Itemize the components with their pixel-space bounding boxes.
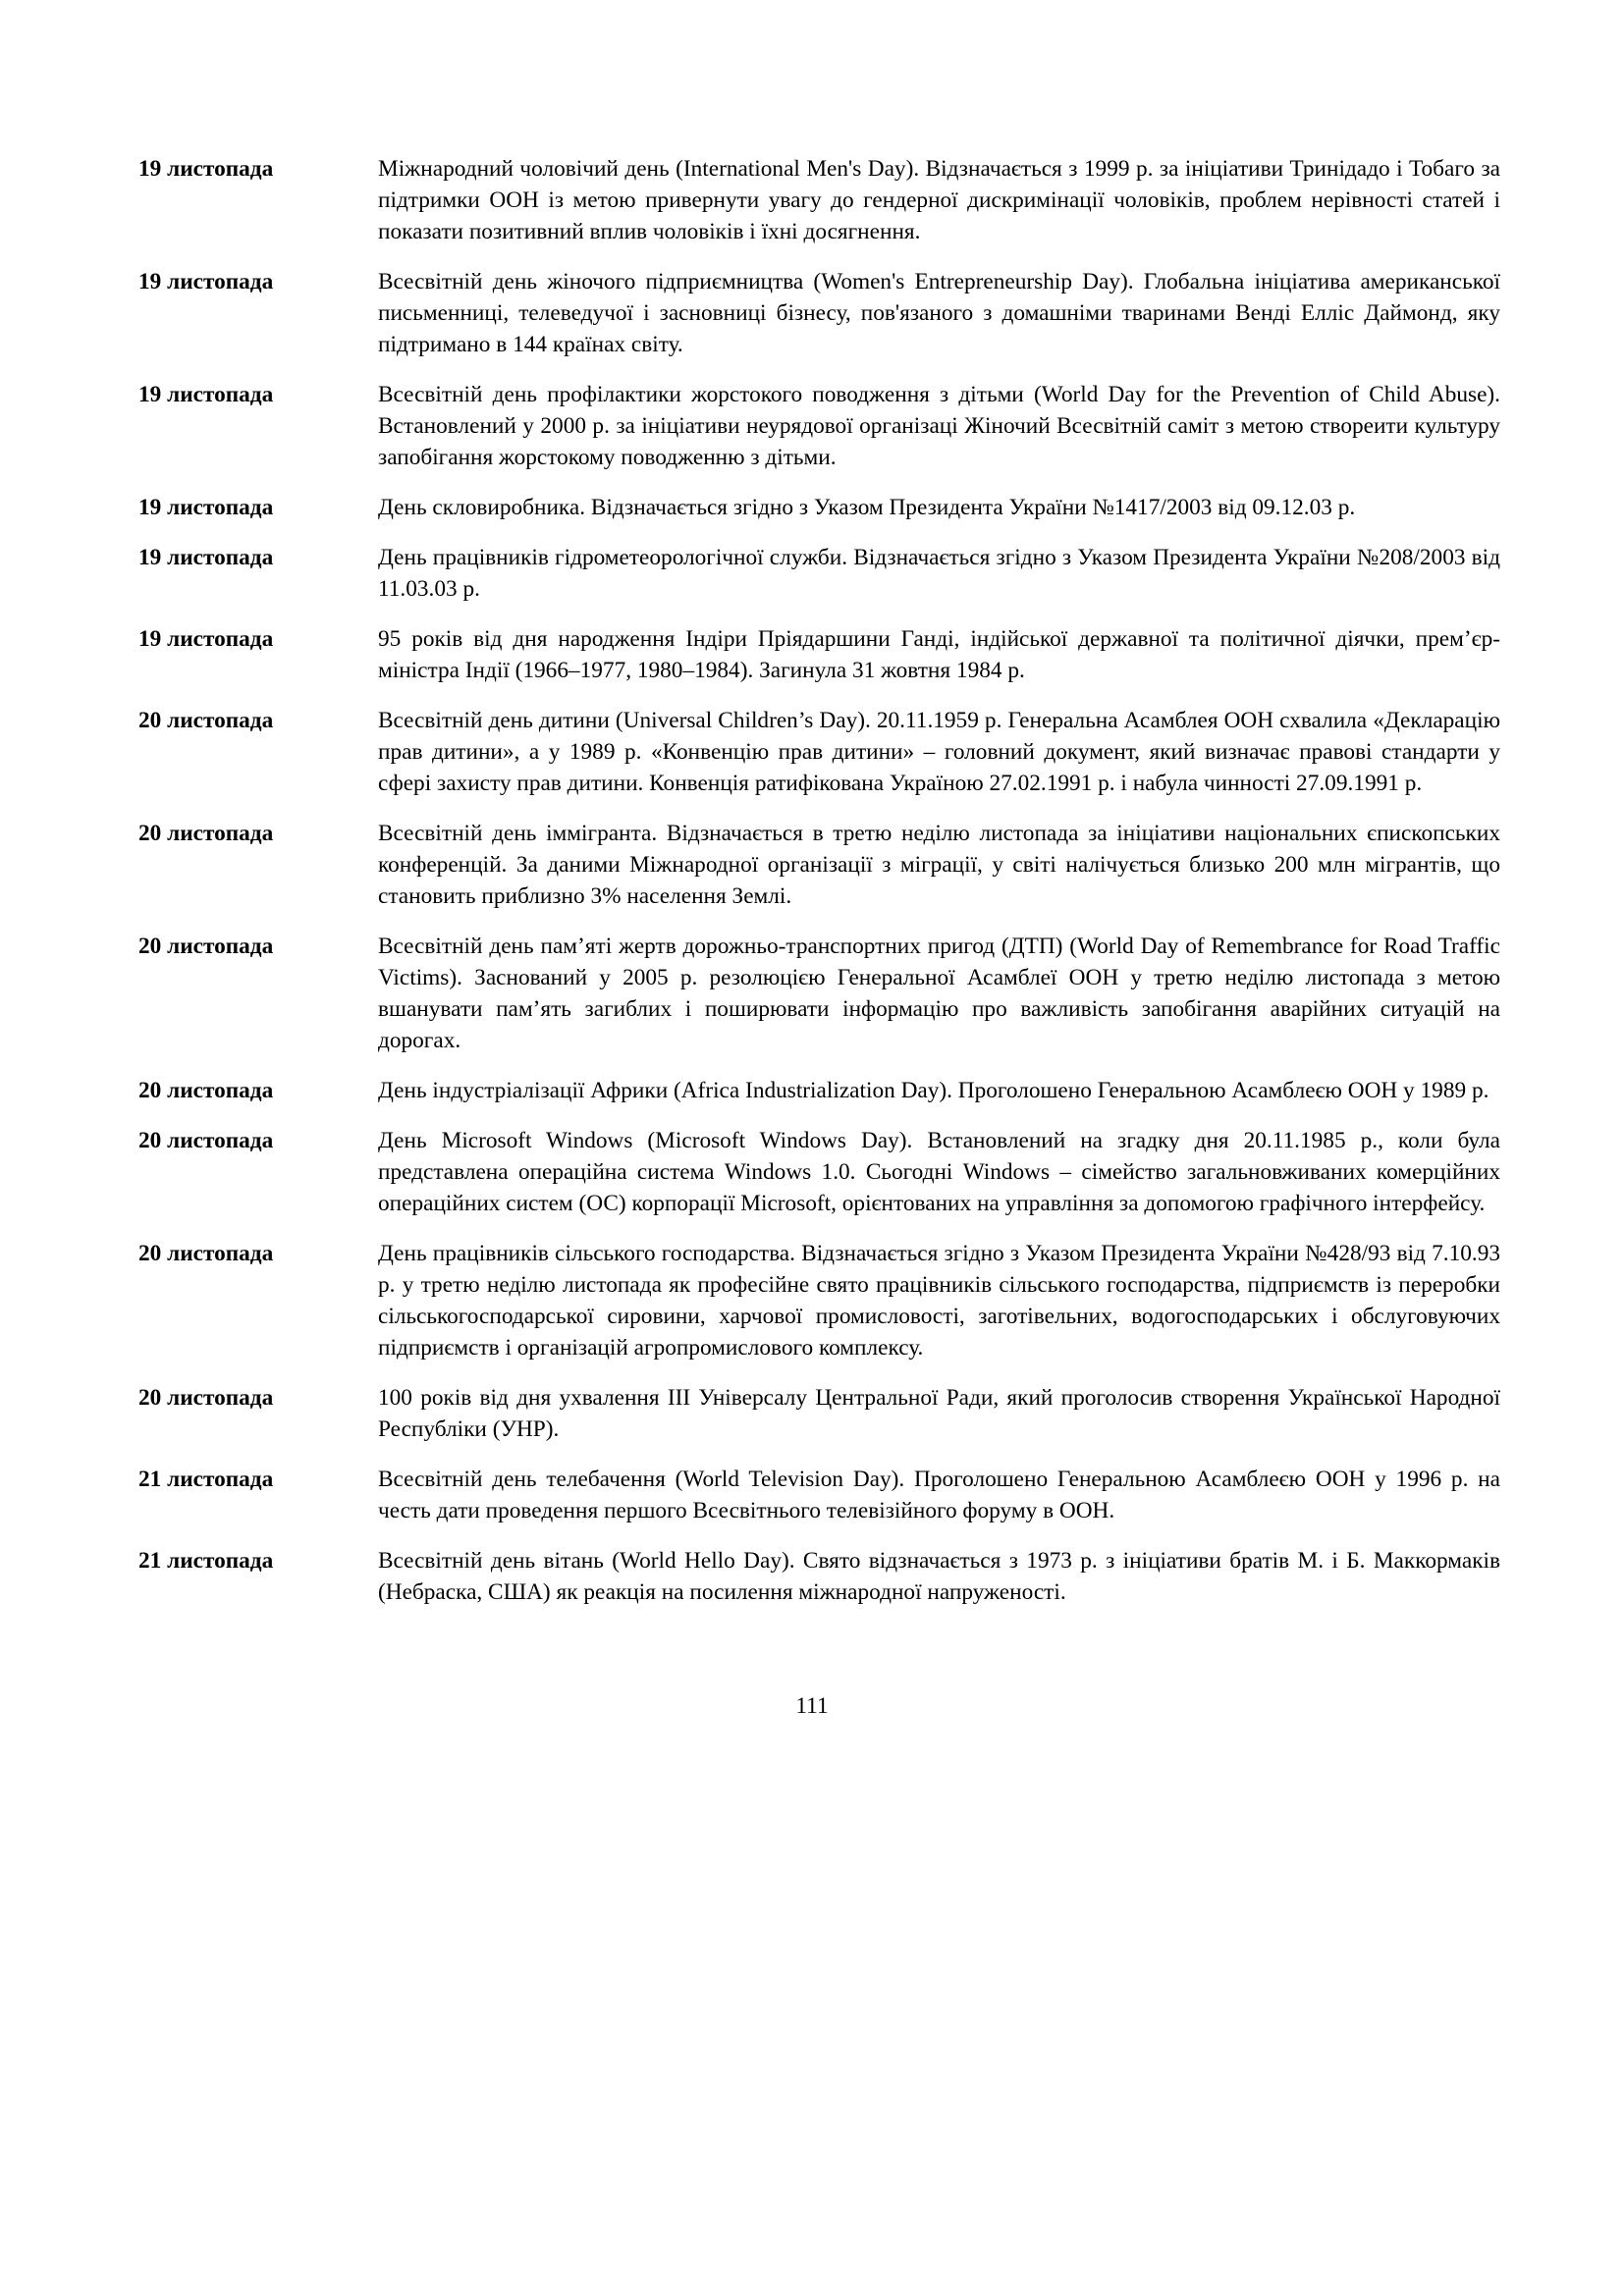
entry-description: День скловиробника. Відзначається згідно з Указом Президента України №1417/2003 від 09.12.03 р. [378, 495, 1356, 520]
entry-date: 21 листопада [138, 1548, 274, 1574]
entry-date: 20 листопада [138, 708, 274, 733]
entry-description: День індустріалізації Африки (Africa Industrialization Day). Проголошено Генеральною Асамблеєю ООН у 1989 р. [378, 1078, 1489, 1103]
calendar-entry [138, 379, 1500, 473]
calendar-entry [138, 1238, 1500, 1363]
calendar-entry [138, 1464, 1500, 1526]
entry-description: День працівників гідрометеорологічної служби. Відзначається згідно з Указом Президента України №208/2003 від 11.03.03 р. [378, 545, 1500, 602]
calendar-entry [138, 1382, 1500, 1445]
entry-date: 19 листопада [138, 382, 274, 407]
entry-date: 19 листопада [138, 156, 274, 182]
calendar-entry [138, 1125, 1500, 1219]
calendar-entry [138, 542, 1500, 605]
entry-date: 21 листопада [138, 1467, 274, 1492]
entry-date: 19 листопада [138, 495, 274, 520]
entry-date: 20 листопада [138, 934, 274, 959]
entry-date: 19 листопада [138, 545, 274, 570]
entry-description: Всесвітній день вітань (World Hello Day). Свято відзначається з 1973 р. з ініціативи братів М. і Б. Маккормаків (Небраска, США) як реакція на посилення міжнародної напруженості. [378, 1548, 1500, 1605]
entry-description: Міжнародний чоловічий день (International Men's Day). Відзначається з 1999 р. за ініціативи Тринідадо і Тобаго за підтримки ООН із метою привернути увагу до гендерної дискримінації чоловіків, проблем нерівності статей і показати позитивний вплив чоловіків і їхні досягнення. [378, 156, 1500, 244]
entry-description: День працівників сільського господарства. Відзначається згідно з Указом Президента України №428/93 від 7.10.93 р. у третю неділю листопада як професійне свято працівників сільського господарства, підприємств із переробки сільськогосподарської сировини, харчової промисловості, заготівельних, водогосподарських і обслуговуючих підприємств і організацій агропромислового комплексу. [378, 1241, 1500, 1361]
page-number: 111 [795, 1693, 829, 1719]
entry-description: Всесвітній день телебачення (World Television Day). Проголошено Генеральною Асамблеєю ООН у 1996 р. на честь дати проведення першого Всесвітнього телевізійного форуму в ООН. [378, 1467, 1500, 1523]
calendar-entry [138, 705, 1500, 799]
entry-date: 20 листопада [138, 1078, 274, 1103]
calendar-entries [138, 153, 1500, 1627]
entry-description: Всесвітній день жіночого підприємництва (Women's Entrepreneurship Day). Глобальна ініціатива американської письменниці, телеведучої і засновниці бізнесу, пов'язаного з домашніми тваринами Венді Елліс Даймонд, яку підтримано в 144 країнах світу. [378, 269, 1500, 357]
entry-description: 95 років від дня народження Індіри Пріядаршини Ганді, індійської державної та політичної діячки, прем’єр-міністра Індії (1966–1977, 1980–1984). Загинула 31 жовтня 1984 р. [378, 626, 1500, 683]
entry-date: 19 листопада [138, 269, 274, 294]
entry-description: Всесвітній день дитини (Universal Children’s Day). 20.11.1959 р. Генеральна Асамблея ООН схвалила «Декларацію прав дитини», а у 1989 р. «Конвенцію прав дитини» – головний документ, який визначає правові стандарти у сфері захисту прав дитини. Конвенція ратифікована Україною 27.02.1991 р. і набула чинності 27.09.1991 р. [378, 708, 1500, 796]
calendar-entry [138, 1075, 1500, 1106]
calendar-entry [138, 1545, 1500, 1608]
calendar-entry [138, 818, 1500, 912]
calendar-entry [138, 623, 1500, 686]
entry-date: 20 листопада [138, 1241, 274, 1266]
entry-description: Всесвітній день іммігранта. Відзначається в третю неділю листопада за ініціативи національних єпископських конференцій. За даними Міжнародної організації з міграції, у світі налічується близько 200 млн мігрантів, що становить приблизно 3% населення Землі. [378, 821, 1500, 909]
entry-description: День Microsoft Windows (Microsoft Windows Day). Встановлений на згадку дня 20.11.1985 р., коли була представлена операційна система Windows 1.0. Сьогодні Windows – сімейство загальновживаних комерційних операційних систем (ОС) корпорації Microsoft, орієнтованих на управління за допомогою графічного інтерфейсу. [378, 1128, 1500, 1216]
calendar-entry [138, 153, 1500, 247]
calendar-entry [138, 492, 1500, 523]
entry-description: Всесвітній день профілактики жорстокого поводження з дітьми (World Day for the Prevention of Child Abuse). Встановлений у 2000 р. за ініціативи неурядової організаці Жіночий Всесвітній саміт з метою створеити культуру запобігання жорстокому поводженню з дітьми. [378, 382, 1500, 470]
entry-date: 19 листопада [138, 626, 274, 652]
calendar-entry [138, 266, 1500, 360]
entry-date: 20 листопада [138, 1385, 274, 1411]
calendar-entry [138, 931, 1500, 1056]
entry-date: 20 листопада [138, 1128, 274, 1153]
entry-description: Всесвітній день пам’яті жертв дорожньо-транспортних пригод (ДТП) (World Day of Remembrance for Road Traffic Victims). Заснований у 2005 р. резолюцією Генеральної Асамблеї ООН у третю неділю листопада з метою вшанувати пам’ять загиблих і поширювати інформацію про важливість запобігання аварійних ситуацій на дорогах. [378, 934, 1500, 1053]
entry-description: 100 років від дня ухвалення ІІІ Універсалу Центральної Ради, який проголосив створення Української Народної Республіки (УНР). [378, 1385, 1500, 1442]
entry-date: 20 листопада [138, 821, 274, 846]
